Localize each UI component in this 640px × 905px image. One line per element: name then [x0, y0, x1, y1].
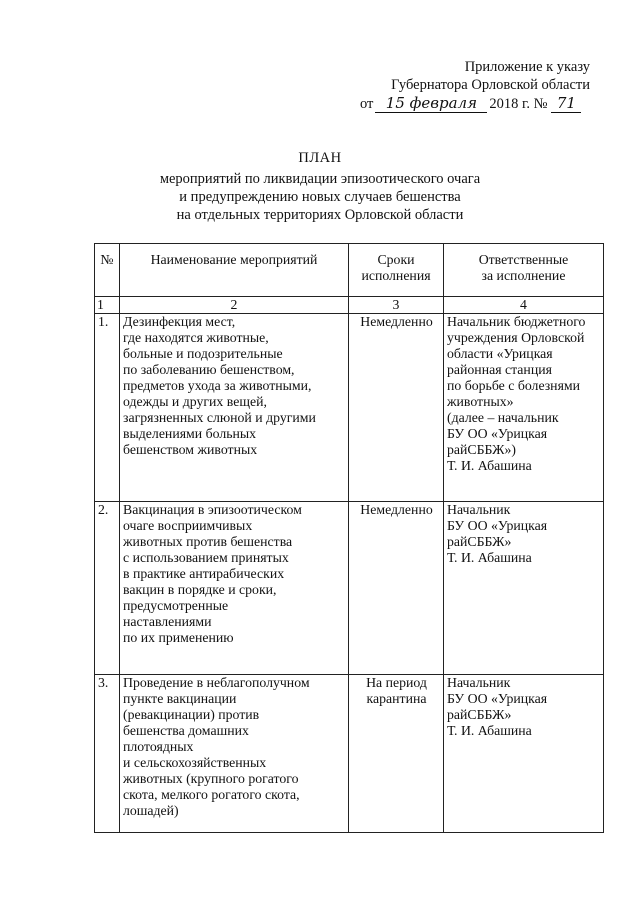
- appendix-line-1: Приложение к указу: [464, 59, 590, 75]
- measure-name-cell-line: скота, мелкого рогатого скота,: [123, 787, 300, 802]
- header-term-line: Сроки: [377, 252, 415, 267]
- responsible-cell-line: животных»: [447, 394, 514, 409]
- measure-name-cell-line: Дезинфекция мест,: [123, 314, 236, 329]
- title-plan: ПЛАН: [298, 150, 342, 166]
- measure-name-cell: [120, 502, 349, 675]
- header-term: [349, 244, 444, 297]
- measure-name-cell-line: плотоядных: [123, 739, 194, 754]
- responsible-cell-line: райСББЖ»: [447, 534, 512, 549]
- responsible-cell-line: райСББЖ»): [447, 442, 516, 457]
- row-number: 2.: [95, 502, 120, 675]
- responsible-cell-line: БУ ОО «Урицкая: [447, 691, 548, 706]
- measure-name-cell-line: (ревакцинации) против: [123, 707, 260, 722]
- responsible-cell-line: по борьбе с болезнями: [447, 378, 581, 393]
- responsible-cell-line: районная станция: [447, 362, 552, 377]
- responsible-cell: [444, 675, 604, 833]
- measure-name-cell-line: в практике антирабических: [123, 566, 285, 581]
- row-number: 1.: [95, 314, 120, 502]
- measure-name-cell: [120, 314, 349, 502]
- measure-name-cell-line: Проведение в неблагополучном: [123, 675, 310, 690]
- title-line-3: на отдельных территориях Орловской области: [176, 207, 464, 223]
- table-row: [95, 675, 604, 833]
- title-line-1: мероприятий по ликвидации эпизоотического очага: [159, 171, 481, 187]
- header-responsible-line: за исполнение: [481, 268, 566, 283]
- measure-name-cell-line: животных против бешенства: [123, 534, 293, 549]
- measure-name-cell-line: вакцин в порядке и сроки,: [123, 582, 277, 597]
- responsible-cell-line: Начальник: [447, 502, 511, 517]
- appendix-header: [360, 58, 590, 114]
- measure-name-cell-line: по заболеванию бешенством,: [123, 362, 295, 377]
- measures-table: [94, 243, 604, 833]
- measure-name-cell-line: одежды и других вещей,: [123, 394, 267, 409]
- header-number: №: [95, 244, 120, 297]
- measure-name-cell-line: выделениями больных: [123, 426, 257, 441]
- measure-name-cell-line: очаге восприимчивых: [123, 518, 253, 533]
- term-cell-line: карантина: [366, 691, 427, 706]
- term-cell: [349, 675, 444, 833]
- measure-name-cell-line: животных (крупного рогатого: [123, 771, 299, 786]
- index-cell: 2: [120, 297, 349, 314]
- responsible-cell-line: Начальник: [447, 675, 511, 690]
- header-responsible-line: Ответственные: [478, 252, 569, 267]
- responsible-cell-line: Т. И. Абашина: [447, 550, 532, 565]
- responsible-cell-line: (далее – начальник: [447, 410, 559, 425]
- responsible-cell-line: Т. И. Абашина: [447, 723, 532, 738]
- index-cell: 4: [444, 297, 604, 314]
- term-cell: [349, 502, 444, 675]
- header-measure-name: Наименование мероприятий: [120, 244, 349, 297]
- handwritten-number: 71: [551, 94, 581, 113]
- measure-name-cell-line: где находятся животные,: [123, 330, 269, 345]
- responsible-cell-line: Начальник бюджетного: [447, 314, 586, 329]
- handwritten-date: 15 февраля: [375, 94, 487, 113]
- responsible-cell: [444, 502, 604, 675]
- responsible-cell-line: БУ ОО «Урицкая: [447, 518, 548, 533]
- title-line-2: и предупреждению новых случаев бешенства: [179, 189, 461, 205]
- table-row: [95, 502, 604, 675]
- measure-name-cell-line: с использованием принятых: [123, 550, 289, 565]
- measure-name-cell-line: Вакцинация в эпизоотическом: [123, 502, 302, 517]
- date-prefix: от: [360, 96, 374, 112]
- measure-name-cell-line: наставлениями: [123, 614, 212, 629]
- measure-name-cell-line: загрязненных слюной и другими: [123, 410, 316, 425]
- measure-name-cell-line: по их применению: [123, 630, 234, 645]
- responsible-cell-line: райСББЖ»: [447, 707, 512, 722]
- table-header-row: [95, 244, 604, 297]
- term-cell-line: Немедленно: [360, 314, 433, 329]
- row-number: 3.: [95, 675, 120, 833]
- measure-name-cell-line: и сельскохозяйственных: [123, 755, 267, 770]
- measure-name-cell-line: бешенством животных: [123, 442, 258, 457]
- decree-date-line: [360, 94, 590, 114]
- responsible-cell-line: Т. И. Абашина: [447, 458, 532, 473]
- responsible-cell: [444, 314, 604, 502]
- measure-name-cell-line: предусмотренные: [123, 598, 229, 613]
- measure-name-cell: [120, 675, 349, 833]
- header-responsible: [444, 244, 604, 297]
- header-term-line: исполнения: [361, 268, 431, 283]
- term-cell-line: На период: [366, 675, 427, 690]
- measure-name-cell-line: пункте вакцинации: [123, 691, 237, 706]
- appendix-line-2: Губернатора Орловской области: [391, 77, 590, 93]
- responsible-cell-line: учреждения Орловской: [447, 330, 585, 345]
- measure-name-cell-line: предметов ухода за животными,: [123, 378, 312, 393]
- responsible-cell-line: области «Урицкая: [447, 346, 553, 361]
- index-cell: 3: [349, 297, 444, 314]
- document-title: [0, 149, 640, 224]
- measure-name-cell-line: бешенства домашних: [123, 723, 249, 738]
- measure-name-cell-line: больные и подозрительные: [123, 346, 283, 361]
- term-cell: [349, 314, 444, 502]
- measure-name-cell-line: лошадей): [123, 803, 179, 818]
- index-cell: 1: [95, 297, 120, 314]
- term-cell-line: Немедленно: [360, 502, 433, 517]
- year-and-number-label: 2018 г. №: [489, 96, 548, 112]
- table-index-row: [95, 297, 604, 314]
- responsible-cell-line: БУ ОО «Урицкая: [447, 426, 548, 441]
- table-row: [95, 314, 604, 502]
